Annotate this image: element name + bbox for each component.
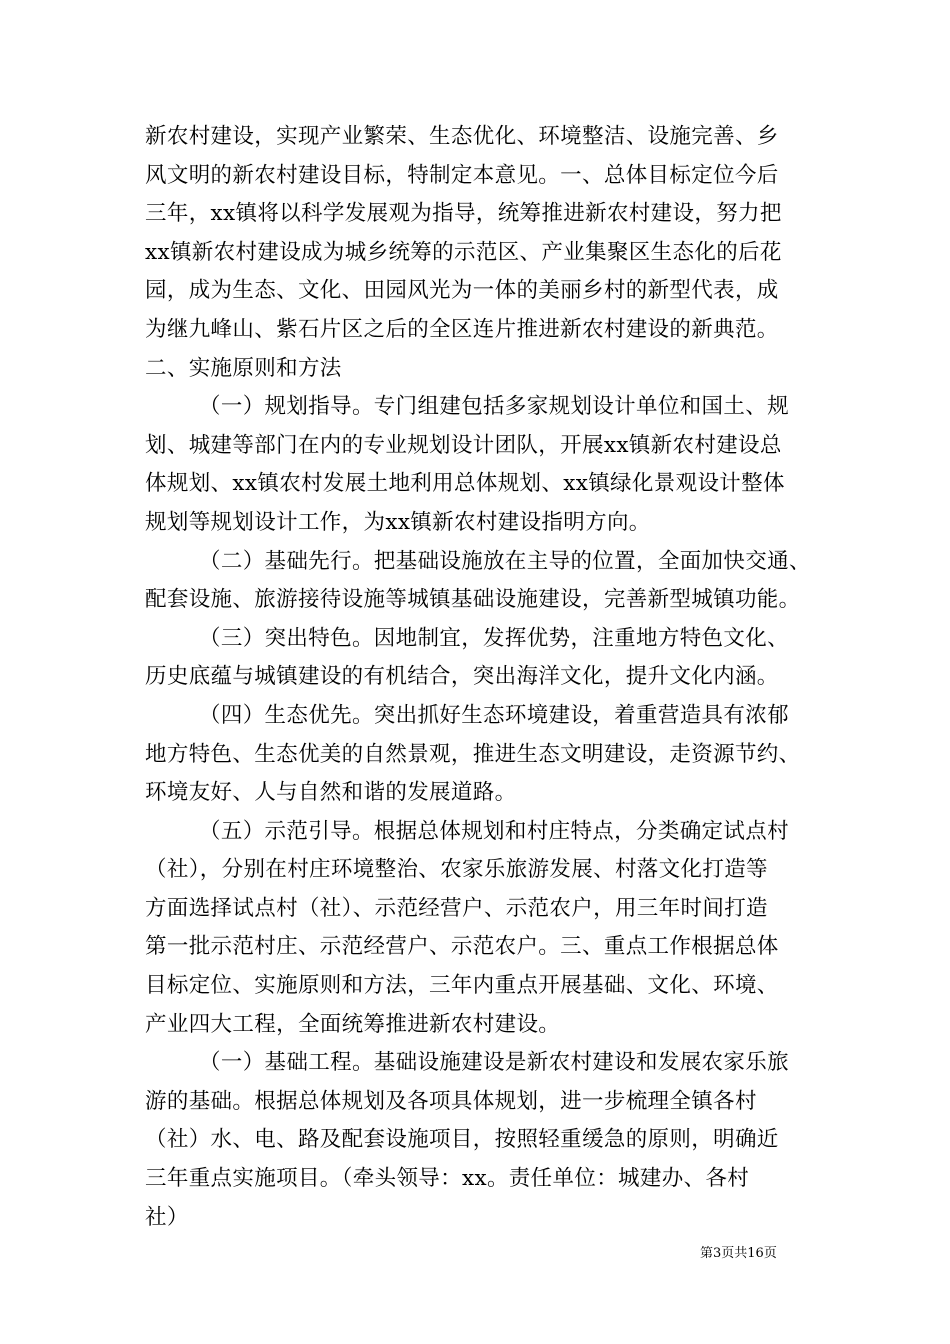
text-line: （三）突出特色。因地制宜，发挥优势，注重地方特色文化、 xyxy=(199,625,789,651)
text-line: 历史底蕴与城镇建设的有机结合，突出海洋文化，提升文化内涵。 xyxy=(145,664,779,690)
text-line: 体规划、xx镇农村发展土地利用总体规划、xx镇绿化景观设计整体 xyxy=(145,471,785,497)
text-line: （五）示范引导。根据总体规划和村庄特点，分类确定试点村 xyxy=(199,818,789,844)
text-line: （二）基础先行。把基础设施放在主导的位置，全面加快交通、 xyxy=(199,548,811,574)
text-line: （社），分别在村庄环境整治、农家乐旅游发展、村落文化打造等 xyxy=(145,857,768,883)
text-line: 地方特色、生态优美的自然景观，推进生态文明建设，走资源节约、 xyxy=(145,741,801,767)
text-line: 目标定位、实施原则和方法，三年内重点开展基础、文化、环境、 xyxy=(145,973,779,999)
text-line: （四）生态优先。突出抓好生态环境建设，着重营造具有浓郁 xyxy=(199,702,789,728)
text-line: xx镇新农村建设成为城乡统筹的示范区、产业集聚区生态化的后花 xyxy=(145,239,782,265)
text-line: 园，成为生态、文化、田园风光为一体的美丽乡村的新型代表，成 xyxy=(145,278,779,304)
text-line: 三年重点实施项目。（牵头领导：xx。责任单位：城建办、各村 xyxy=(145,1166,750,1192)
text-line: 环境友好、人与自然和谐的发展道路。 xyxy=(145,780,517,806)
text-line: （社）水、电、路及配套设施项目，按照轻重缓急的原则，明确近 xyxy=(145,1127,779,1153)
text-line: 配套设施、旅游接待设施等城镇基础设施建设，完善新型城镇功能。 xyxy=(145,587,801,613)
text-line: 产业四大工程，全面统筹推进新农村建设。 xyxy=(145,1011,561,1037)
text-line: 新农村建设，实现产业繁荣、生态优化、环境整洁、设施完善、乡 xyxy=(145,124,779,149)
body-text xyxy=(145,118,825,1237)
text-line: 规划等规划设计工作，为xx镇新农村建设指明方向。 xyxy=(145,509,651,535)
text-line: 风文明的新农村建设目标，特制定本意见。一、总体目标定位今后 xyxy=(145,162,779,188)
page-number: 第3页共16页 xyxy=(700,1246,777,1261)
text-line: 方面选择试点村（社）、示范经营户、示范农户，用三年时间打造 xyxy=(145,895,768,921)
text-line: 为继九峰山、紫石片区之后的全区连片推进新农村建设的新典范。 xyxy=(145,316,779,342)
text-line: 社） xyxy=(145,1204,189,1230)
text-line: 三年，xx镇将以科学发展观为指导，统筹推进新农村建设，努力把 xyxy=(145,201,782,227)
text-line: 划、城建等部门在内的专业规划设计团队，开展xx镇新农村建设总 xyxy=(145,432,782,458)
text-line: （一）规划指导。专门组建包括多家规划设计单位和国土、规 xyxy=(199,394,789,420)
section-heading: 二、实施原则和方法 xyxy=(145,355,342,381)
text-line: 游的基础。根据总体规划及各项具体规划，进一步梳理全镇各村 xyxy=(145,1088,757,1114)
text-line: 第一批示范村庄、示范经营户、示范农户。三、重点工作根据总体 xyxy=(145,934,779,960)
text-line: （一）基础工程。基础设施建设是新农村建设和发展农家乐旅 xyxy=(199,1050,789,1076)
